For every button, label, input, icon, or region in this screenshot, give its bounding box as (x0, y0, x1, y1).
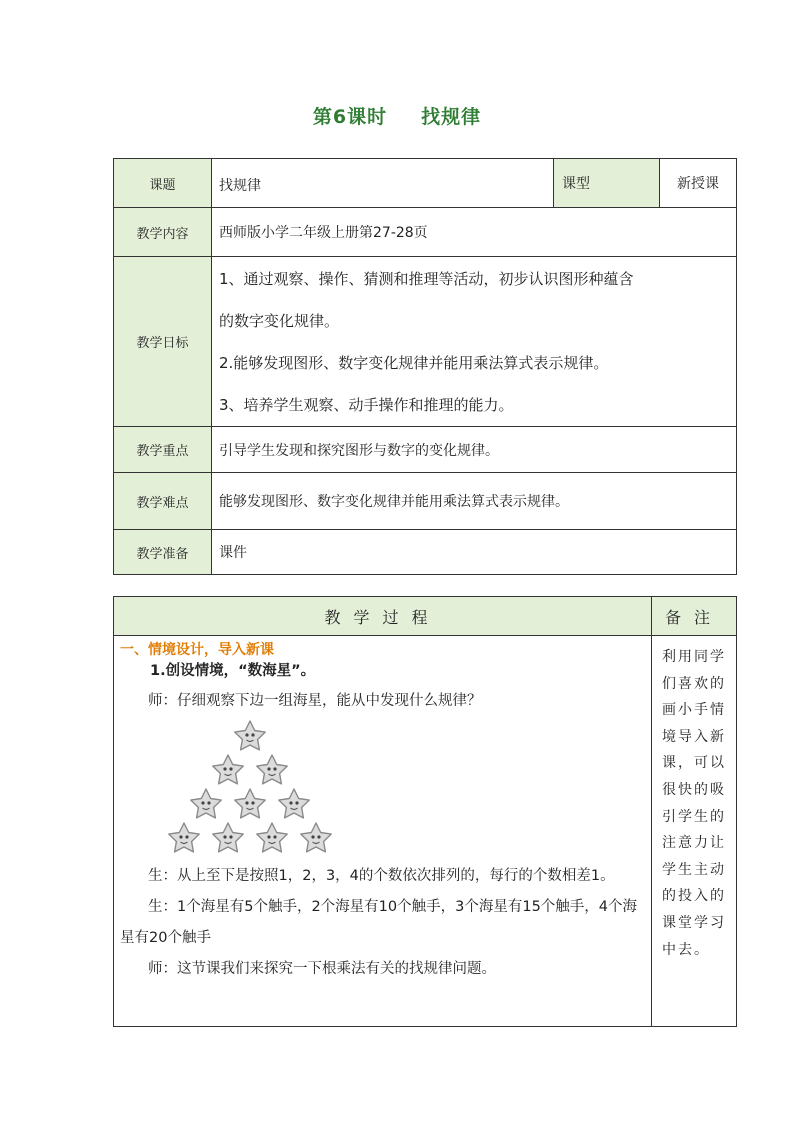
starfish-icon (167, 821, 201, 855)
starfish-icon (299, 821, 333, 855)
process-content (114, 636, 652, 1027)
goals-label: 教学日标 (114, 257, 212, 427)
key-label: 教学重点 (114, 427, 212, 473)
process-header: 教学过程 (114, 597, 652, 636)
lesson-topic: 找规律 (421, 106, 482, 128)
subsection-title: 1.创设情境，“数海星”。 (150, 663, 316, 679)
starfish-icon (233, 787, 267, 821)
type-value: 新授课 (660, 159, 737, 208)
goal-item: 2.能够发现图形、数字变化规律并能用乘法算式表示规律。 (219, 353, 609, 372)
section-title: 一、情境设计，导入新课 (120, 642, 274, 658)
lesson-title (0, 102, 794, 129)
notes-header: 备注 (652, 597, 737, 636)
type-label: 课型 (554, 159, 660, 208)
starfish-icon (211, 821, 245, 855)
student-answer-2: 生：1个海星有5个触手，2个海星有10个触手，3个海星有15个触手，4个海星有20个触手 (120, 899, 638, 946)
starfish-icon (211, 753, 245, 787)
teacher-summary: 师：这节课我们来探究一下根乘法有关的找规律问题。 (148, 961, 496, 977)
prep-value: 课件 (212, 530, 737, 575)
goal-item: 1、通过观察、操作、猜测和推理等活动，初步认识图形种蕴含 (219, 269, 634, 288)
starfish-icon (277, 787, 311, 821)
key-value: 引导学生发现和探究图形与数字的变化规律。 (212, 427, 737, 473)
starfish-icon (189, 787, 223, 821)
topic-label: 课题 (114, 159, 212, 208)
goal-item: 3、培养学生观察、动手操作和推理的能力。 (219, 395, 514, 414)
starfish-icon (255, 753, 289, 787)
starfish-pyramid (120, 719, 647, 857)
starfish-icon (255, 821, 289, 855)
content-value: 西师版小学二年级上册第27-28页 (212, 208, 737, 257)
lesson-info-table (113, 158, 737, 575)
goals-list (212, 257, 737, 427)
student-answer-1: 生：从上至下是按照1，2，3，4的个数依次排列的，每行的个数相差1。 (148, 868, 615, 884)
teacher-question: 师：仔细观察下边一组海星，能从中发现什么规律？ (148, 693, 482, 709)
topic-value: 找规律 (212, 159, 554, 208)
difficulty-value: 能够发现图形、数字变化规律并能用乘法算式表示规律。 (212, 473, 737, 530)
prep-label: 教学准备 (114, 530, 212, 575)
teacher-note: 利用同学们喜欢的画小手情境导入新课，可以很快的吸引学生的注意力让学生主动的投入的课堂学习中去。 (652, 636, 737, 1027)
lesson-number: 第6课时 (312, 106, 388, 128)
content-label: 教学内容 (114, 208, 212, 257)
difficulty-label: 教学难点 (114, 473, 212, 530)
teaching-process-table (113, 596, 737, 1027)
starfish-icon (233, 719, 267, 753)
goal-item: 的数字变化规律。 (219, 311, 340, 330)
